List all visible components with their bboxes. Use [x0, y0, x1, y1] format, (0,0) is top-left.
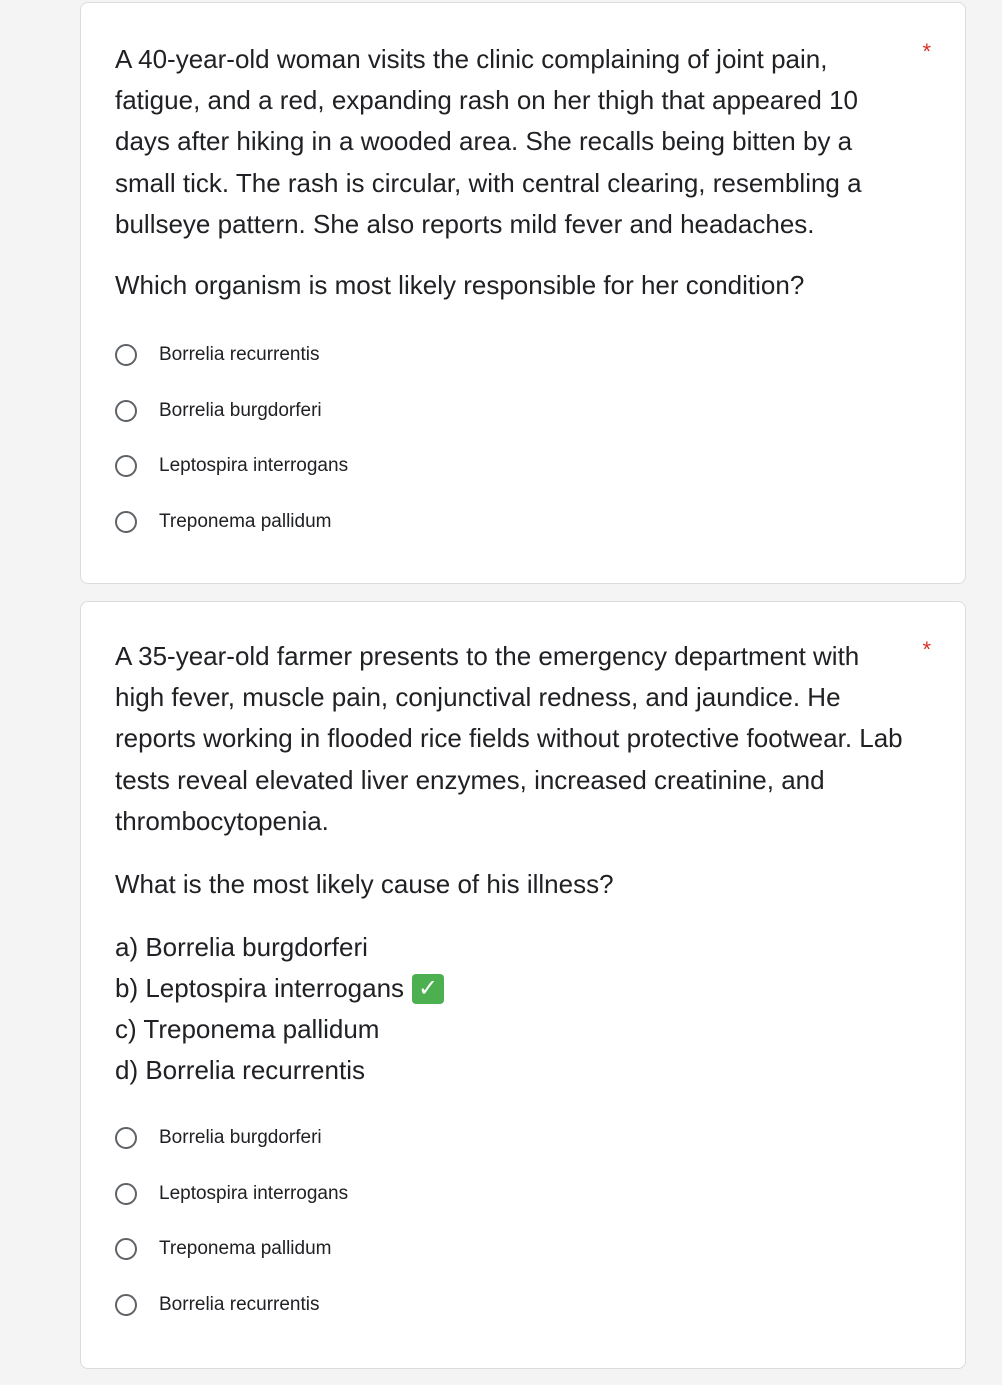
check-mark-icon: ✓: [412, 974, 444, 1004]
radio-circle-icon[interactable]: [115, 400, 137, 422]
inline-choice: b) Leptospira interrogans ✓: [115, 968, 444, 1009]
option-label: Borrelia burgdorferi: [159, 399, 322, 421]
option-label: Leptospira interrogans: [159, 455, 349, 476]
question-scenario: A 40-year-old woman visits the clinic complaining of joint pain, fatigue, and a red, expanding rash on her thigh that appeared 10 days after hiking in a wooded area. She recalls being bitten by a small tick. The rash is circular, with central clearing, resembling a bullseye pattern. She also reports mild fever and headaches.: [115, 44, 862, 239]
inline-choice: d) Borrelia recurrentis: [115, 1055, 365, 1085]
radio-circle-icon[interactable]: [115, 1127, 137, 1149]
radio-circle-icon[interactable]: [115, 344, 137, 366]
inline-choice: a) Borrelia burgdorferi: [115, 932, 368, 962]
option-label: Treponema pallidum: [159, 1238, 332, 1259]
question-prompt: What is the most likely cause of his illness?: [115, 869, 614, 899]
question-scenario: A 35-year-old farmer presents to the emergency department with high fever, muscle pain, conjunctival redness, and jaundice. He reports working in flooded rice fields without protective footwear. Lab tests reveal elevated liver enzymes, increased creatinine, and thrombocytopenia.: [115, 641, 903, 836]
radio-circle-icon[interactable]: [115, 455, 137, 477]
option-label: Leptospira interrogans: [159, 1182, 349, 1204]
radio-option[interactable]: [115, 508, 348, 564]
required-indicator: *: [922, 39, 931, 64]
question-prompt: Which organism is most likely responsible for her condition?: [115, 270, 805, 300]
radio-group: [115, 1124, 348, 1346]
radio-circle-icon[interactable]: [115, 1238, 137, 1260]
required-indicator: *: [922, 637, 931, 662]
radio-circle-icon[interactable]: [115, 1183, 137, 1205]
option-label: Borrelia burgdorferi: [159, 1127, 322, 1148]
radio-circle-icon[interactable]: [115, 1294, 137, 1316]
radio-option[interactable]: [115, 1235, 348, 1291]
radio-option[interactable]: [115, 341, 348, 397]
question-inline-choices: [115, 927, 444, 1091]
option-label: Borrelia recurrentis: [159, 344, 320, 365]
inline-choice: c) Treponema pallidum: [115, 1014, 380, 1044]
radio-option[interactable]: [115, 452, 348, 508]
radio-option[interactable]: [115, 397, 348, 453]
radio-option[interactable]: [115, 1124, 348, 1180]
radio-option[interactable]: [115, 1180, 348, 1236]
option-label: Borrelia recurrentis: [159, 1293, 320, 1315]
question-card-2: [80, 601, 966, 1369]
radio-group: [115, 341, 348, 563]
question-card-1: [80, 2, 966, 584]
option-label: Treponema pallidum: [159, 510, 332, 532]
radio-option[interactable]: [115, 1291, 348, 1347]
radio-circle-icon[interactable]: [115, 511, 137, 533]
